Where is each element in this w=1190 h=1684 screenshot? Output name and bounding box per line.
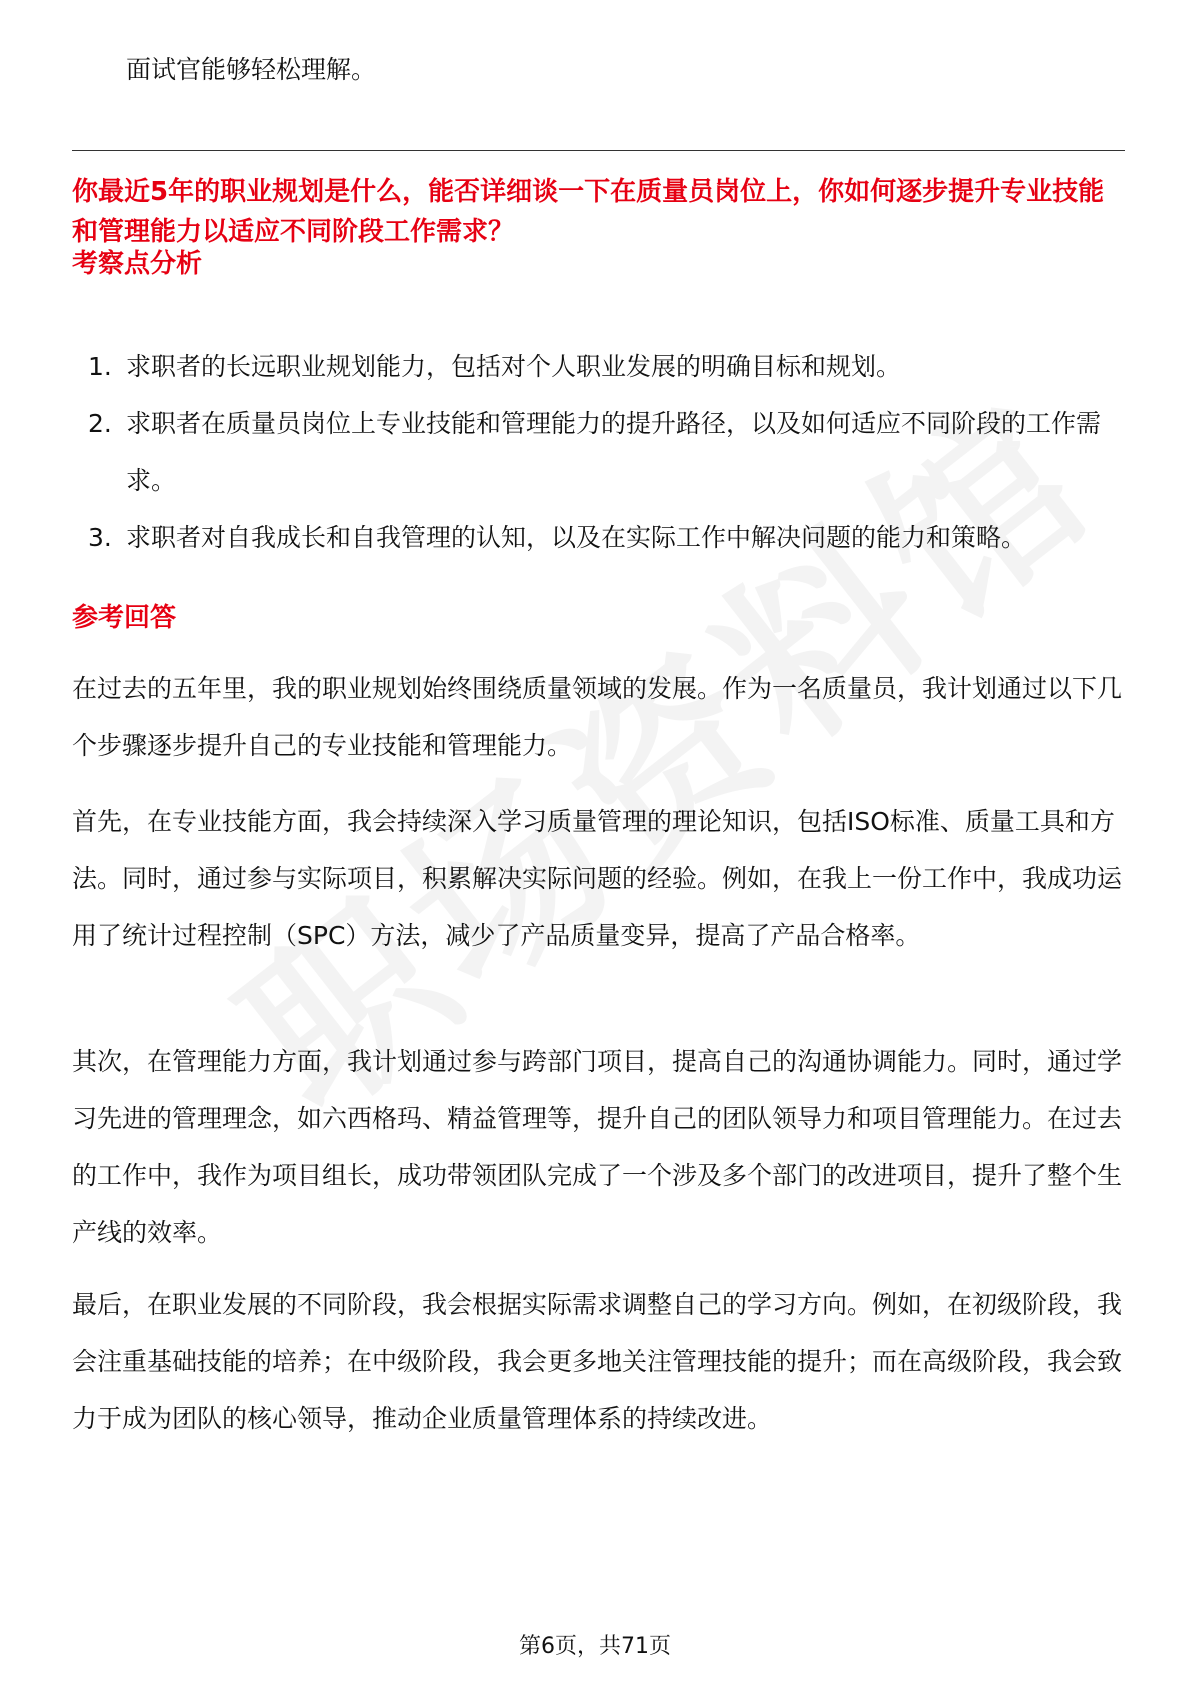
answer-title: 参考回答 — [72, 603, 177, 633]
answer-paragraph: 最后，在职业发展的不同阶段，我会根据实际需求调整自己的学习方向。例如，在初级阶段，我会注重基础技能的培养；在中级阶段，我会更多地关注管理技能的提升；而在高级阶段，我会致力于成为团队的核心领导，推动企业质量管理体系的持续改进。 — [72, 1290, 1123, 1433]
list-number: 3. — [88, 523, 112, 552]
answer-paragraph: 首先，在专业技能方面，我会持续深入学习质量管理的理论知识，包括ISO标准、质量工具和方法。同时，通过参与实际项目，积累解决实际问题的经验。例如，在我上一份工作中，我成功运用了统计过程控制（SPC）方法，减少了产品质量变异，提高了产品合格率。 — [72, 807, 1123, 950]
question-heading: 你最近5年的职业规划是什么，能否详细谈一下在质量员岗位上，你如何逐步提升专业技能和管理能力以适应不同阶段工作需求？ — [72, 177, 1105, 247]
list-text: 求职者对自我成长和自我管理的认知，以及在实际工作中解决问题的能力和策略。 — [126, 523, 1027, 552]
page-footer: 第6页，共71页 — [519, 1634, 671, 1659]
list-item — [72, 509, 1132, 566]
list-item — [72, 338, 1132, 395]
analysis-list — [72, 338, 1132, 566]
list-item — [72, 395, 1132, 509]
answer-paragraph: 其次，在管理能力方面，我计划通过参与跨部门项目，提高自己的沟通协调能力。同时，通过学习先进的管理理念，如六西格玛、精益管理等，提升自己的团队领导力和项目管理能力。在过去的工作中，我作为项目组长，成功带领团队完成了一个涉及多个部门的改进项目，提升了整个生产线的效率。 — [72, 1047, 1123, 1247]
list-number: 1. — [88, 352, 112, 381]
divider — [72, 150, 1125, 151]
continuation-text: 面试官能够轻松理解。 — [126, 55, 377, 84]
list-text: 求职者在质量员岗位上专业技能和管理能力的提升路径，以及如何适应不同阶段的工作需求。 — [126, 409, 1102, 495]
answer-paragraph: 在过去的五年里，我的职业规划始终围绕质量领域的发展。作为一名质量员，我计划通过以下几个步骤逐步提升自己的专业技能和管理能力。 — [72, 674, 1123, 760]
list-text: 求职者的长远职业规划能力，包括对个人职业发展的明确目标和规划。 — [126, 352, 902, 381]
analysis-title: 考察点分析 — [72, 249, 203, 279]
list-number: 2. — [88, 409, 112, 438]
